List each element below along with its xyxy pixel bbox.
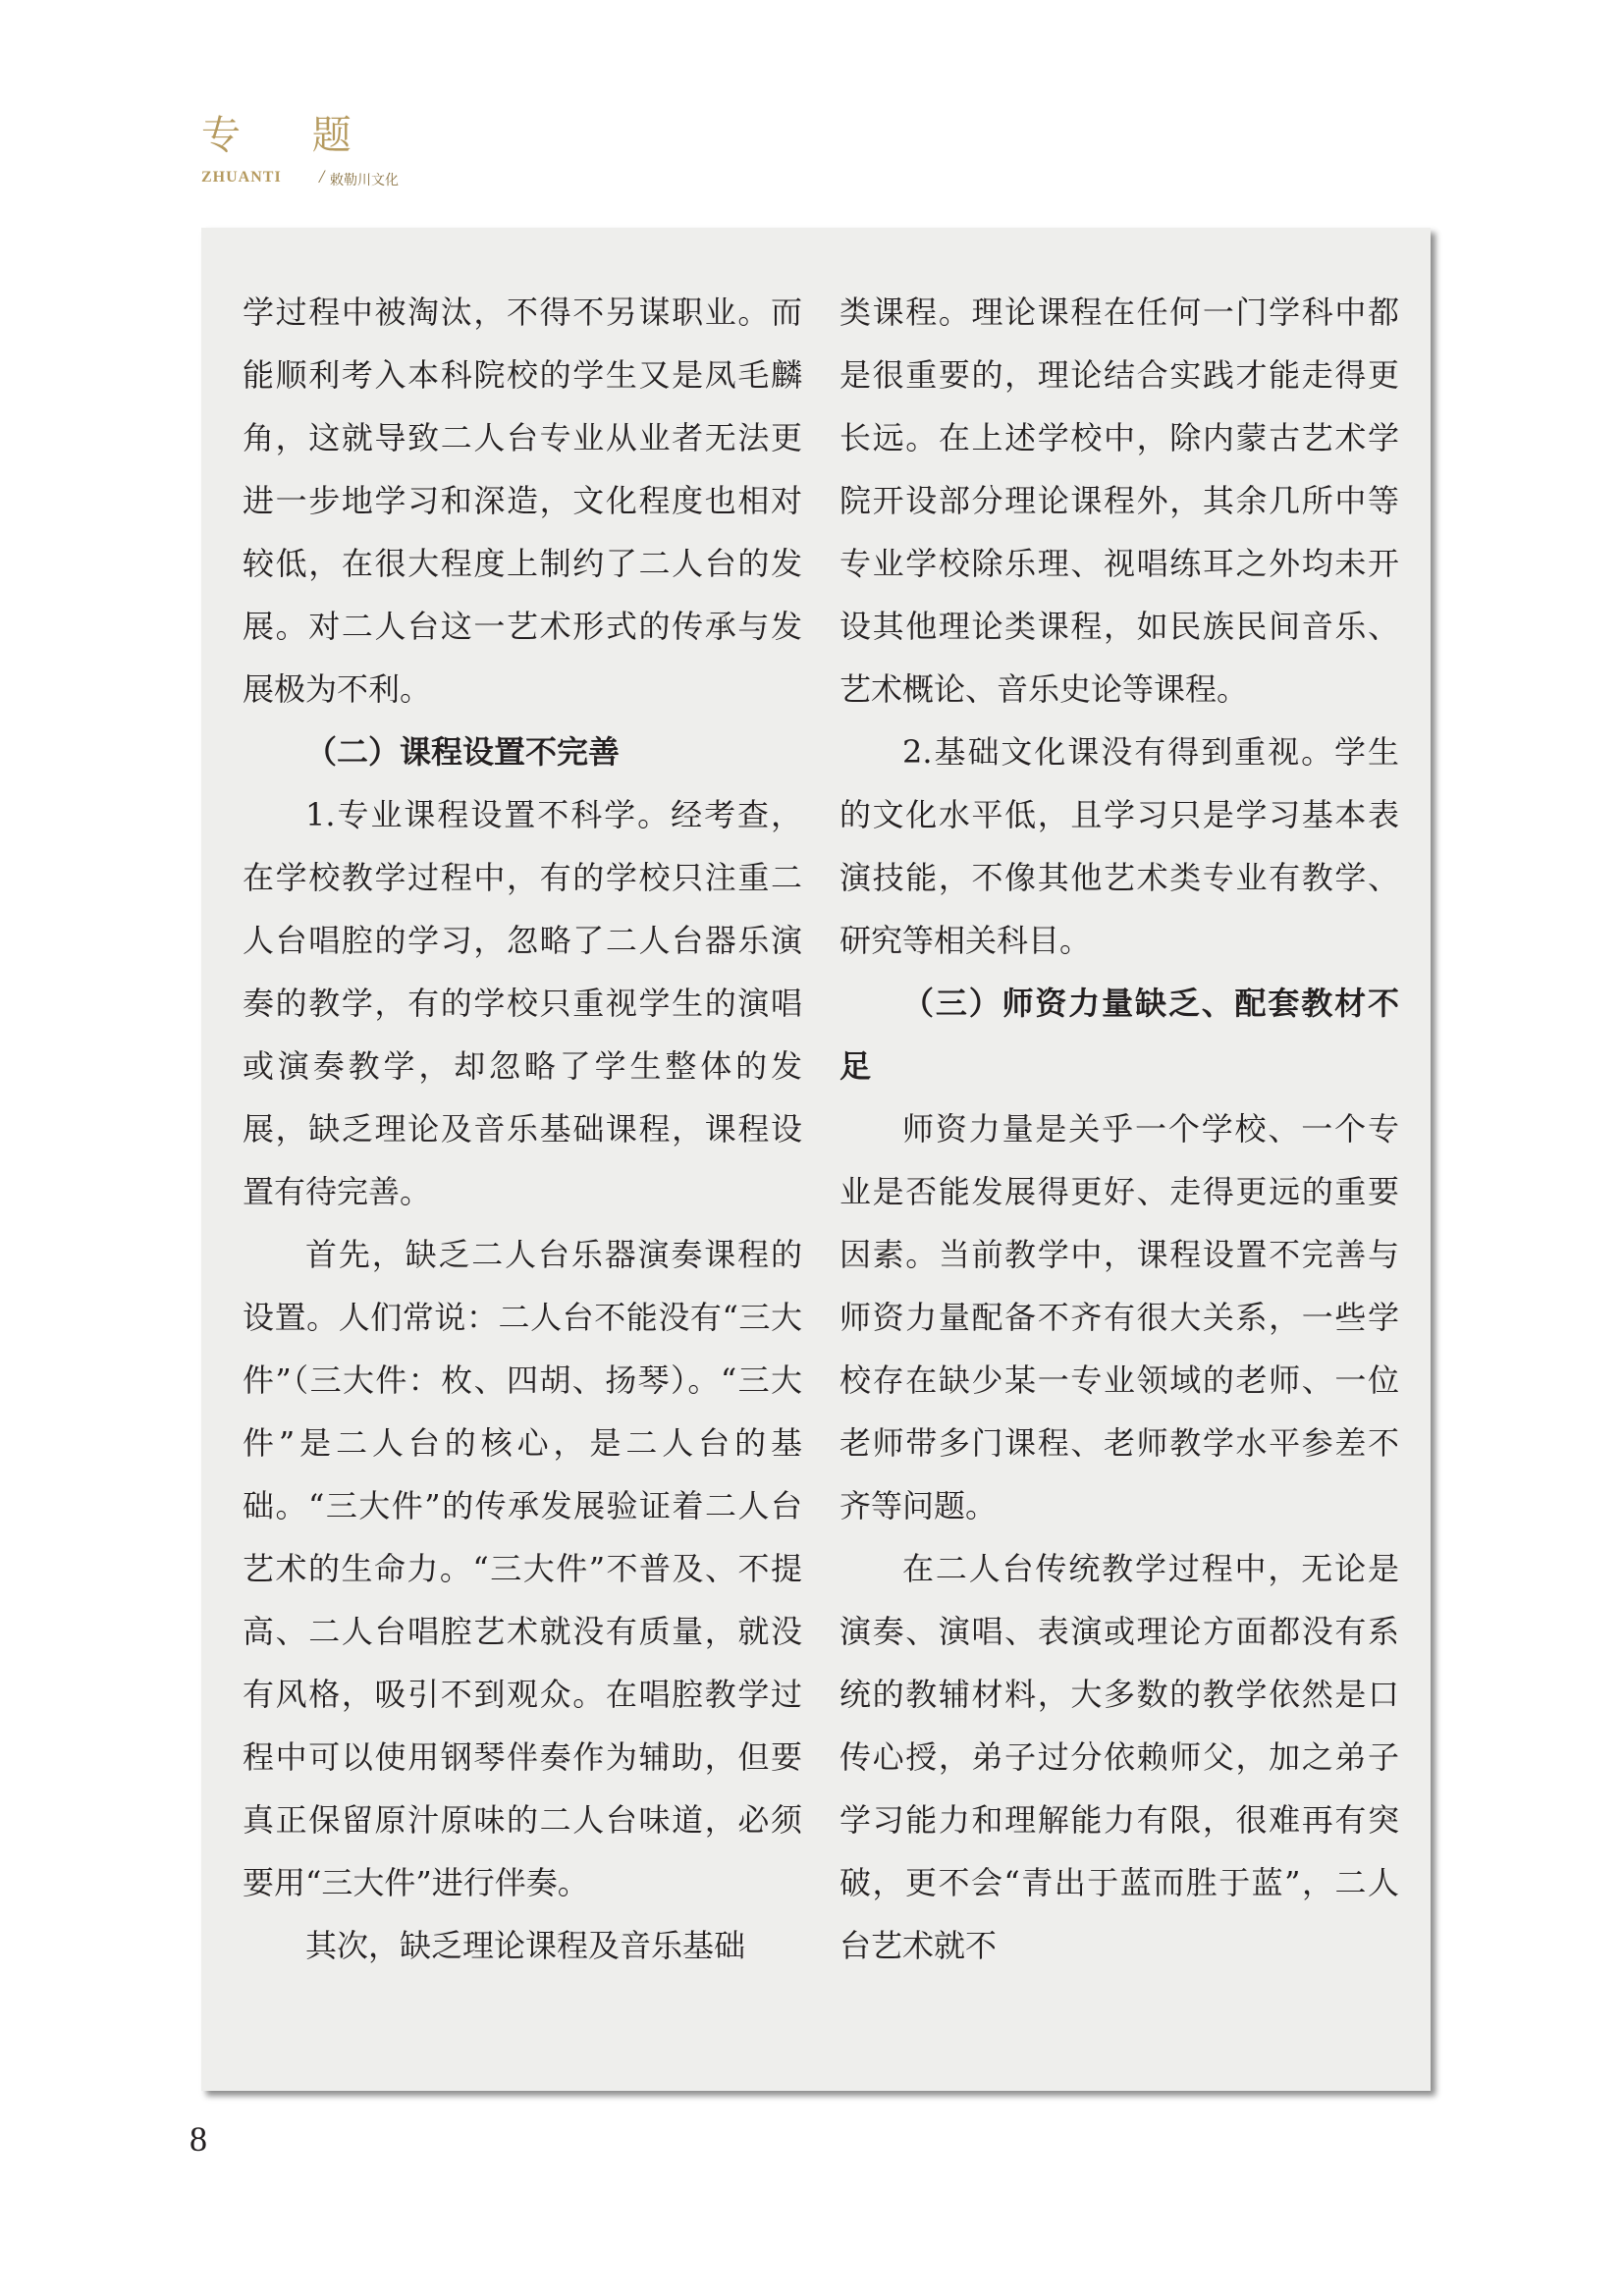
paragraph: 师资力量是关乎一个学校、一个专业是否能发展得更好、走得更远的重要因素。当前教学中，课程设置不完善与师资力量配备不齐有很大关系，一些学校存在缺少某一专业领域的老师、一位老师带多门课程、老师教学水平参差不齐等问题。 [839,1110,1399,1524]
paragraph: 在二人台传统教学过程中，无论是演奏、演唱、表演或理论方面都没有系统的教辅材料，大多数的教学依然是口传心授，弟子过分依赖师父，加之弟子学习能力和理解能力有限，很难再有突破，更不会“青出于蓝而胜于蓝”，二人台艺术就不 [839,1550,1399,1964]
paragraph: 类课程。理论课程在任何一门学科中都是很重要的，理论结合实践才能走得更长远。在上述学校中，除内蒙古艺术学院开设部分理论课程外，其余几所中等专业学校除乐理、视唱练耳之外均未开设其他理论类课程，如民族民间音乐、艺术概论、音乐史论等课程。 [839,294,1399,708]
section-title: 专 题 [201,113,381,158]
section-pinyin: ZHUANTI [201,169,282,186]
header-separator: / [319,167,325,187]
paragraph: 2.基础文化课没有得到重视。学生的文化水平低，且学习只是学习基本表演技能，不像其他艺术类专业有教学、研究等相关科目。 [839,733,1399,959]
section-heading: （三）师资力量缺乏、配套教材不足 [839,985,1399,1085]
paragraph: 学过程中被淘汰，不得不另谋职业。而能顺利考入本科院校的学生又是凤毛麟角，这就导致二人台专业从业者无法更进一步地学习和深造，文化程度也相对较低，在很大程度上制约了二人台的发展。对二人台这一艺术形式的传承与发展极为不利。 [243,294,802,708]
paragraph: 首先，缺乏二人台乐器演奏课程的设置。人们常说：二人台不能没有“三大件”（三大件：枚、四胡、扬琴）。“三大件”是二人台的核心，是二人台的基础。“三大件”的传承发展验证着二人台艺术的生命力。“三大件”不普及、不提高、二人台唱腔艺术就没有质量，就没有风格，吸引不到观众。在唱腔教学过程中可以使用钢琴伴奏作为辅助，但要真正保留原汁原味的二人台味道，必须要用“三大件”进行伴奏。 [243,1236,802,1901]
left-column [243,281,802,1977]
section-header [201,110,614,198]
page-number: 8 [189,2119,207,2159]
column-name: 敕勒川文化 [330,173,399,188]
paragraph: 其次，缺乏理论课程及音乐基础 [305,1927,746,1964]
section-heading: （二）课程设置不完善 [305,733,621,771]
right-column [839,281,1399,1977]
paragraph: 1.专业课程设置不科学。经考查，在学校教学过程中，有的学校只注重二人台唱腔的学习，忽略了二人台器乐演奏的教学，有的学校只重视学生的演唱或演奏教学，却忽略了学生整体的发展，缺乏理论及音乐基础课程，课程设置有待完善。 [243,796,802,1210]
